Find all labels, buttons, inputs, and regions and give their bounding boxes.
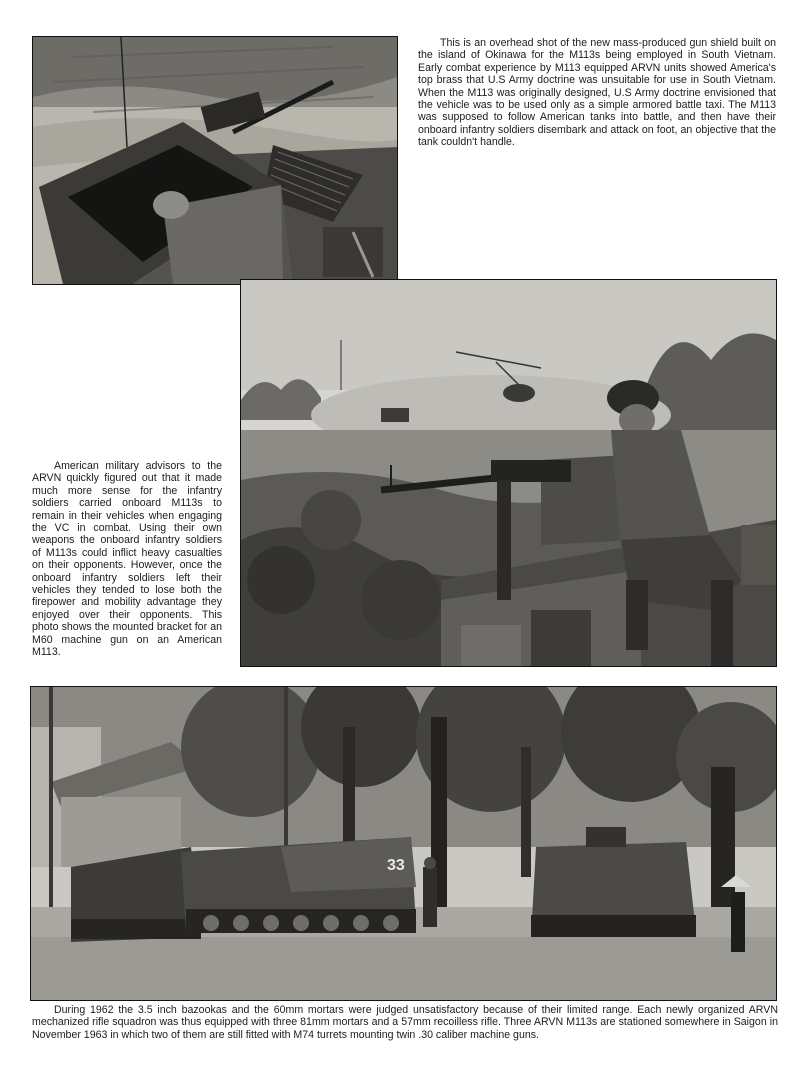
photo-saigon-m113s xyxy=(30,686,777,1001)
photo-m60-image xyxy=(241,280,776,666)
photo-m60-bracket xyxy=(240,279,777,667)
photo-gun-shield-overhead xyxy=(32,36,398,285)
photo-saigon-image xyxy=(31,687,776,1000)
caption-saigon: During 1962 the 3.5 inch bazookas and the 60mm mortars were judged unsatisfactory because of their limited range. Each newly organized ARVN mechanized rifle squadron was thus equipped with three 81mm mortars and a 57mm recoilless rifle. Three ARVN M113s are stationed somewhere in Saigon in November 1963 in which two of them are still fitted with M74 turrets mounting twin .30 caliber machine guns. xyxy=(32,1004,778,1041)
photo-gun-shield-image xyxy=(33,37,397,284)
hull-number-33: 33 xyxy=(387,857,405,874)
caption-advisors: American military advisors to the ARVN quickly figured out that it made much more sense for the infantry soldiers carried onboard M113s to remain in their vehicles when engaging the VC in combat. Using their own weapons the onboard infantry soldiers of M113s could inflict heavy casualties on their opponents. However, once the onboard infantry soldiers left their vehicles they tended to lose both the firepower and mobility advantage they enjoyed over their opponents. This photo shows the mounted bracket for an M60 machine gun on an American M113. xyxy=(32,460,222,659)
caption-gun-shield: This is an overhead shot of the new mass-produced gun shield built on the island of Okinawa for the M113s being employed in South Vietnam. Early combat experience by M113 equipped ARVN units showed America's top brass that U.S Army doctrine was unsuitable for use in South Vietnam. When the M113 was originally designed, U.S Army doctrine envisioned that the vehicle was to be used only as a simple armored battle taxi. The M113 was supposed to follow American tanks into battle, and then have their onboard infantry soldiers disembark and attack on foot, an objective that the tank couldn't handle. xyxy=(418,37,776,149)
